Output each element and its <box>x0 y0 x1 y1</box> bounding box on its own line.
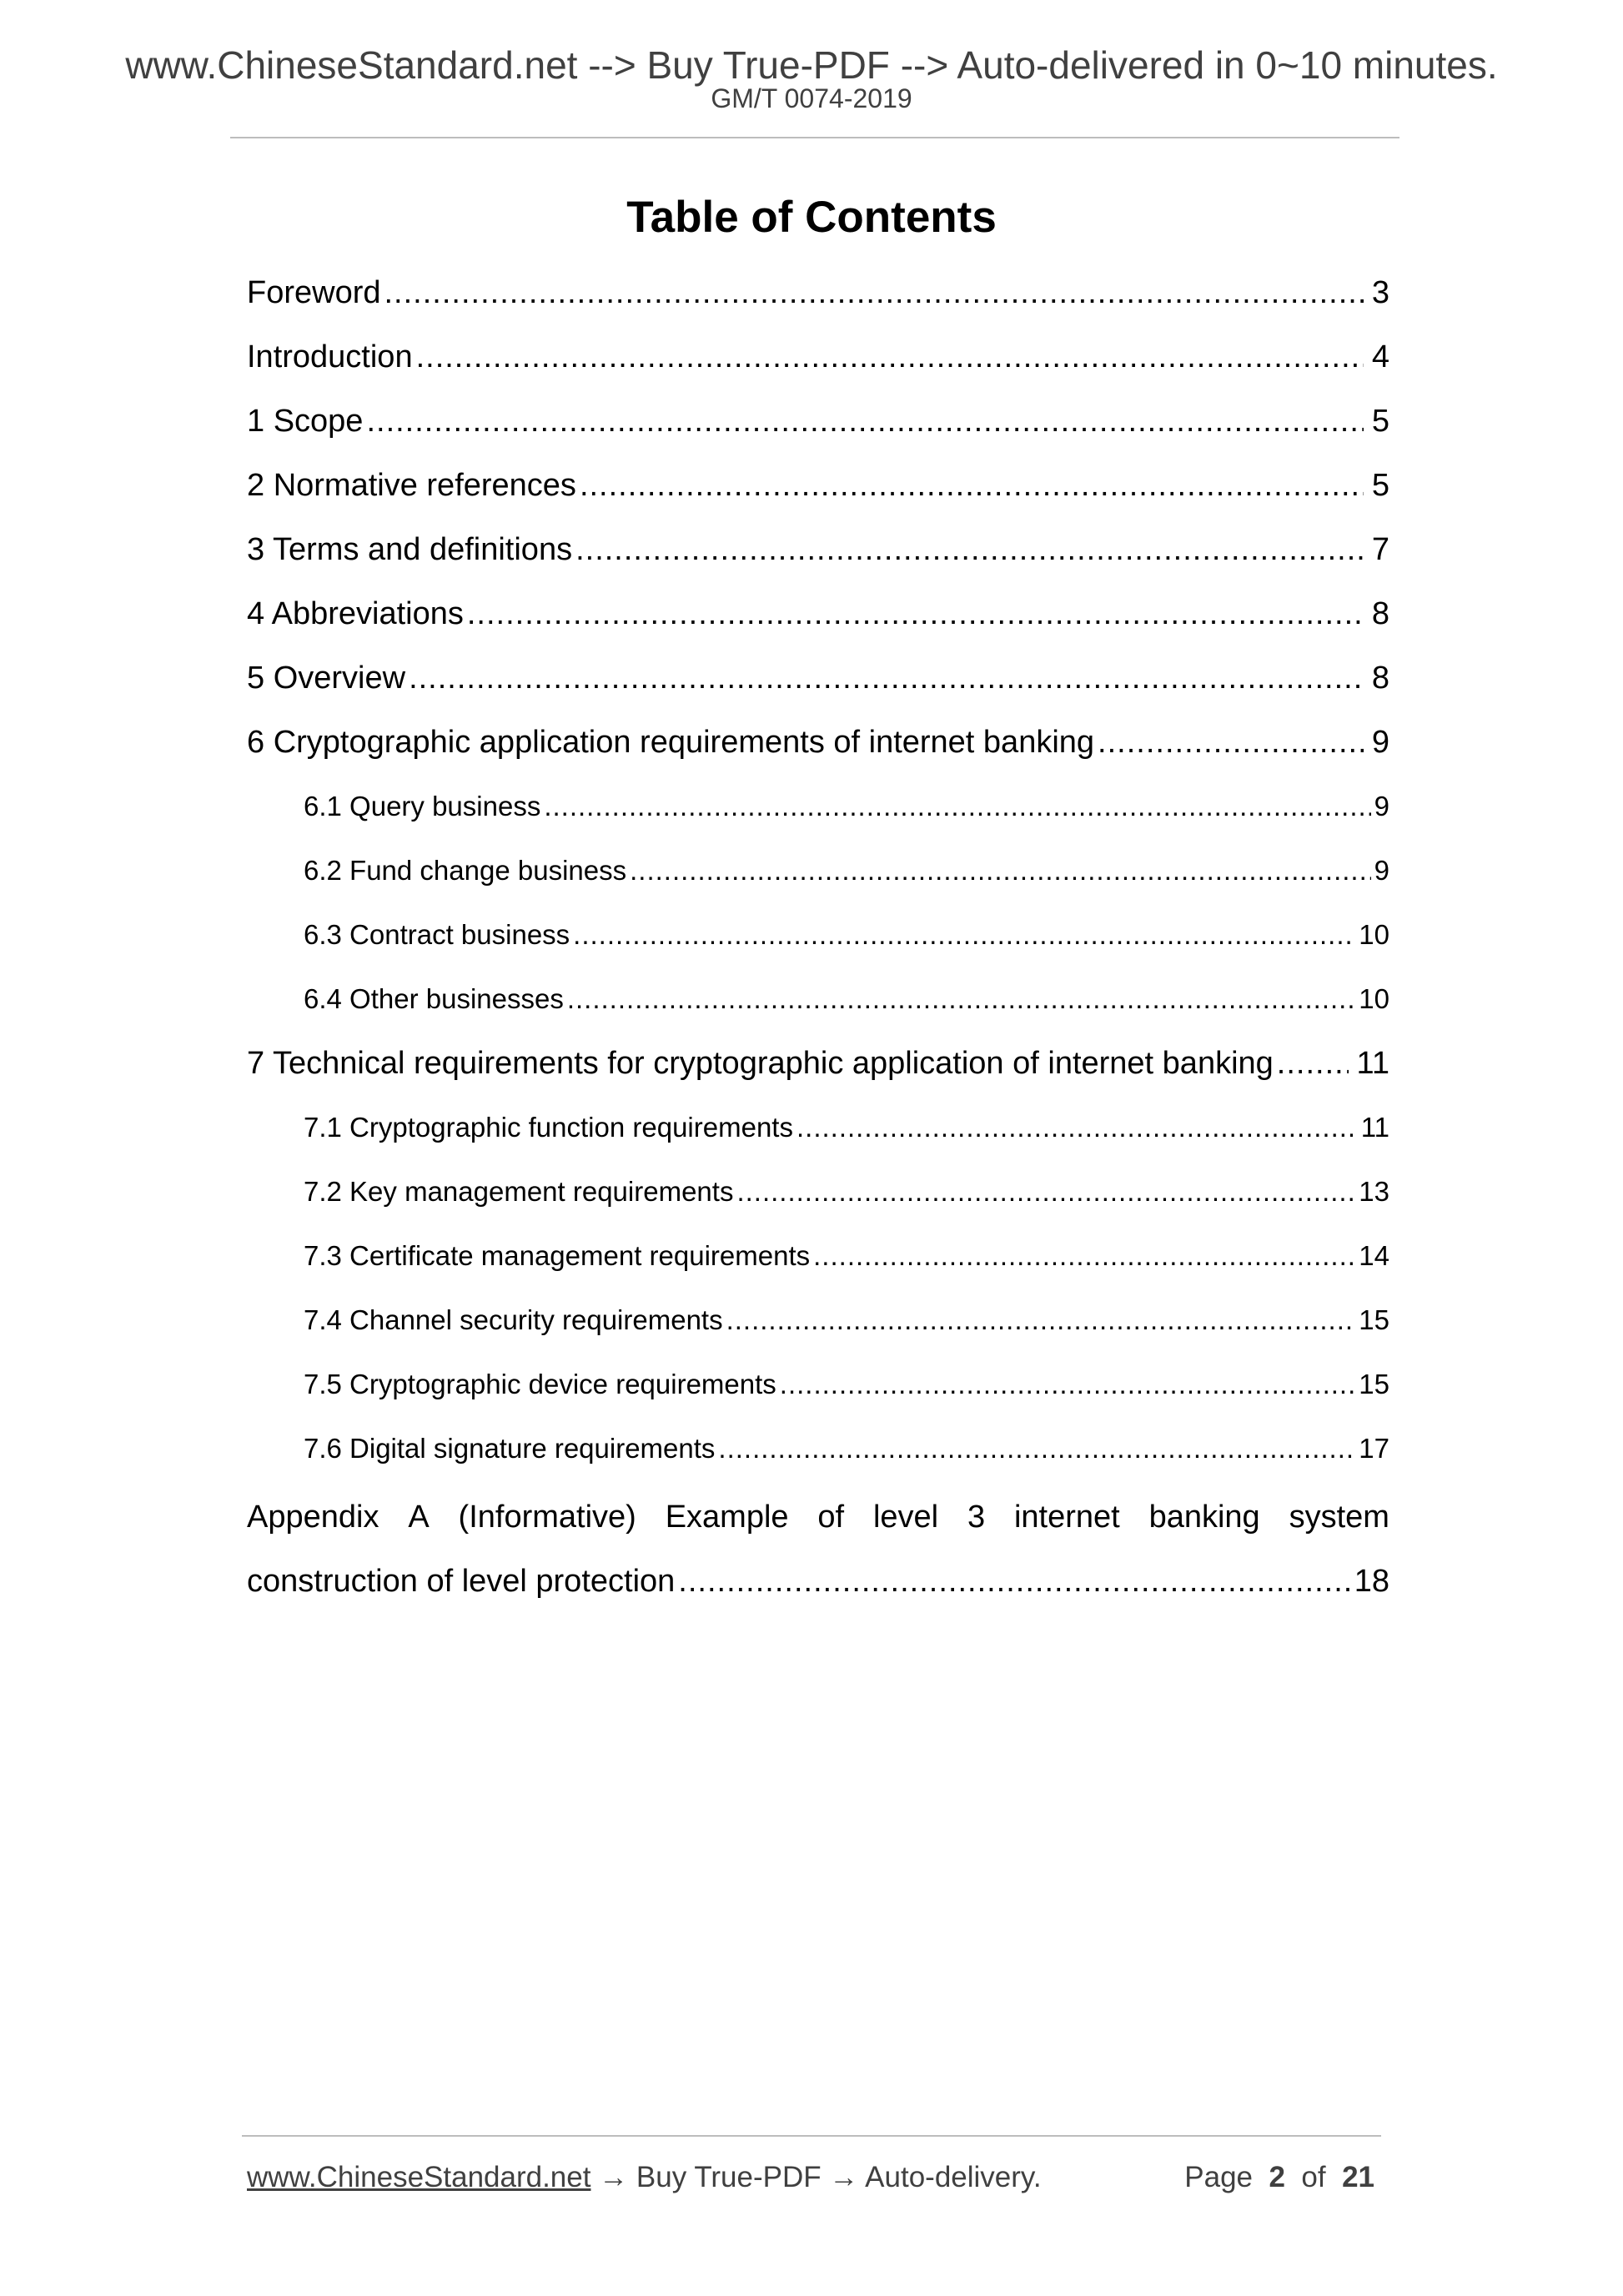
toc-entry-page: 8 <box>1371 596 1389 631</box>
leader-dots <box>366 394 1363 449</box>
appendix-word: (Informative) <box>458 1500 636 1535</box>
toc-entry-text: 7.4 Channel security requirements <box>304 1304 723 1335</box>
appendix-word: A <box>408 1500 430 1535</box>
toc-entry-page: 9 <box>1374 791 1389 821</box>
document-number: GM/T 0074-2019 <box>711 83 912 113</box>
toc-entry-scope[interactable] <box>247 394 1389 458</box>
toc-entry-7-6[interactable] <box>247 1421 1389 1485</box>
toc-entry-page: 11 <box>1356 1046 1389 1081</box>
leader-dots <box>1098 715 1364 770</box>
leader-dots <box>678 1550 1350 1614</box>
toc-entry-page: 5 <box>1371 404 1389 439</box>
toc-entry-7-5[interactable] <box>247 1357 1389 1421</box>
appendix-word: of <box>817 1500 845 1535</box>
toc-entry-abbreviations[interactable] <box>247 586 1389 651</box>
leader-dots <box>544 779 1370 834</box>
toc-entry-text: 7.1 Cryptographic function requirements <box>304 1112 793 1143</box>
leader-dots <box>580 458 1364 513</box>
toc-entry-text: 4 Abbreviations <box>247 596 464 631</box>
leader-dots <box>718 1421 1355 1476</box>
leader-dots <box>567 972 1355 1027</box>
toc-entry-7-2[interactable] <box>247 1164 1389 1228</box>
toc-entry-appendix-a[interactable] <box>247 1485 1389 1614</box>
toc-entry-page: 14 <box>1359 1240 1389 1271</box>
leader-dots <box>796 1100 1358 1155</box>
table-of-contents <box>247 265 1389 1614</box>
leader-dots <box>573 907 1355 962</box>
toc-entry-6-3[interactable] <box>247 907 1389 972</box>
page-current: 2 <box>1269 2161 1285 2193</box>
header-divider <box>230 137 1399 138</box>
toc-entry-page: 18 <box>1354 1564 1389 1599</box>
appendix-word: Appendix <box>247 1500 379 1535</box>
appendix-title-line-1 <box>247 1485 1389 1550</box>
appendix-text: construction of level protection <box>247 1564 676 1599</box>
toc-entry-text: 3 Terms and definitions <box>247 532 573 567</box>
toc-entry-page: 3 <box>1371 275 1389 310</box>
toc-entry-text: 7 Technical requirements for cryptographic application of internet banking <box>247 1046 1274 1081</box>
toc-entry-page: 9 <box>1371 725 1389 760</box>
toc-entry-text: 6 Cryptographic application requirements of internet banking <box>247 725 1095 760</box>
footer-divider <box>242 2135 1381 2137</box>
leader-dots <box>780 1357 1355 1412</box>
appendix-title-line-2 <box>247 1550 1389 1614</box>
toc-entry-text: 7.6 Digital signature requirements <box>304 1433 716 1464</box>
leader-dots <box>467 586 1364 641</box>
leader-dots <box>726 1293 1356 1348</box>
toc-entry-page: 9 <box>1374 855 1389 886</box>
toc-entry-page: 10 <box>1359 919 1389 950</box>
toc-entry-page: 10 <box>1359 983 1389 1014</box>
toc-entry-text: 6.3 Contract business <box>304 919 570 950</box>
toc-entry-page: 4 <box>1371 339 1389 374</box>
toc-entry-7-1[interactable] <box>247 1100 1389 1164</box>
leader-dots <box>630 843 1371 898</box>
appendix-word: 3 <box>967 1500 986 1535</box>
leader-dots <box>575 522 1364 577</box>
leader-dots <box>736 1164 1355 1219</box>
toc-entry-text: 2 Normative references <box>247 468 576 503</box>
toc-entry-normative-references[interactable] <box>247 458 1389 522</box>
toc-entry-page: 17 <box>1359 1433 1389 1464</box>
appendix-word: Example <box>665 1500 789 1535</box>
toc-entry-text: Foreword <box>247 275 381 310</box>
footer-promo-text: → Buy True-PDF → Auto-delivery. <box>590 2161 1042 2193</box>
leader-dots <box>1277 1036 1349 1091</box>
leader-dots <box>813 1228 1355 1284</box>
toc-entry-foreword[interactable] <box>247 265 1389 329</box>
leader-dots <box>416 329 1364 384</box>
page-counter <box>1184 2157 1374 2198</box>
toc-entry-6-4[interactable] <box>247 972 1389 1036</box>
toc-entry-section-6[interactable] <box>247 715 1389 779</box>
toc-entry-7-4[interactable] <box>247 1293 1389 1357</box>
toc-entry-6-1[interactable] <box>247 779 1389 843</box>
toc-entry-section-7[interactable] <box>247 1036 1389 1100</box>
toc-entry-page: 5 <box>1371 468 1389 503</box>
toc-entry-7-3[interactable] <box>247 1228 1389 1293</box>
toc-entry-text: 6.4 Other businesses <box>304 983 564 1014</box>
toc-title: Table of Contents <box>626 193 997 242</box>
toc-entry-text: 5 Overview <box>247 661 406 696</box>
toc-entry-text: 7.3 Certificate management requirements <box>304 1240 811 1271</box>
toc-entry-text: Introduction <box>247 339 413 374</box>
appendix-word: system <box>1289 1500 1389 1535</box>
leader-dots <box>384 265 1364 320</box>
toc-entry-page: 7 <box>1371 532 1389 567</box>
toc-entry-text: 7.2 Key management requirements <box>304 1176 734 1207</box>
toc-entry-text: 6.2 Fund change business <box>304 855 627 886</box>
footer-promo <box>247 2157 1042 2198</box>
appendix-word: banking <box>1148 1500 1260 1535</box>
toc-entry-text: 1 Scope <box>247 404 364 439</box>
page-footer <box>247 2157 1381 2198</box>
toc-entry-text: 7.5 Cryptographic device requirements <box>304 1369 776 1399</box>
toc-entry-terms-and-definitions[interactable] <box>247 522 1389 586</box>
of-word: of <box>1301 2161 1326 2193</box>
toc-entry-page: 11 <box>1360 1112 1389 1143</box>
page-word: Page <box>1184 2161 1254 2193</box>
toc-entry-introduction[interactable] <box>247 329 1389 394</box>
toc-entry-page: 15 <box>1359 1369 1389 1399</box>
leader-dots <box>409 651 1364 706</box>
toc-entry-overview[interactable] <box>247 651 1389 715</box>
toc-entry-6-2[interactable] <box>247 843 1389 907</box>
toc-entry-text: 6.1 Query business <box>304 791 541 821</box>
footer-site-link[interactable]: www.ChineseStandard.net <box>247 2161 591 2193</box>
appendix-word: internet <box>1013 1500 1120 1535</box>
page-total: 21 <box>1342 2161 1374 2193</box>
toc-entry-page: 13 <box>1359 1176 1389 1207</box>
appendix-word: level <box>872 1500 939 1535</box>
toc-entry-page: 15 <box>1359 1304 1389 1335</box>
toc-entry-page: 8 <box>1371 661 1389 696</box>
header-banner: www.ChineseStandard.net --> Buy True-PDF --> Auto-delivered in 0~10 minutes. <box>125 43 1498 87</box>
